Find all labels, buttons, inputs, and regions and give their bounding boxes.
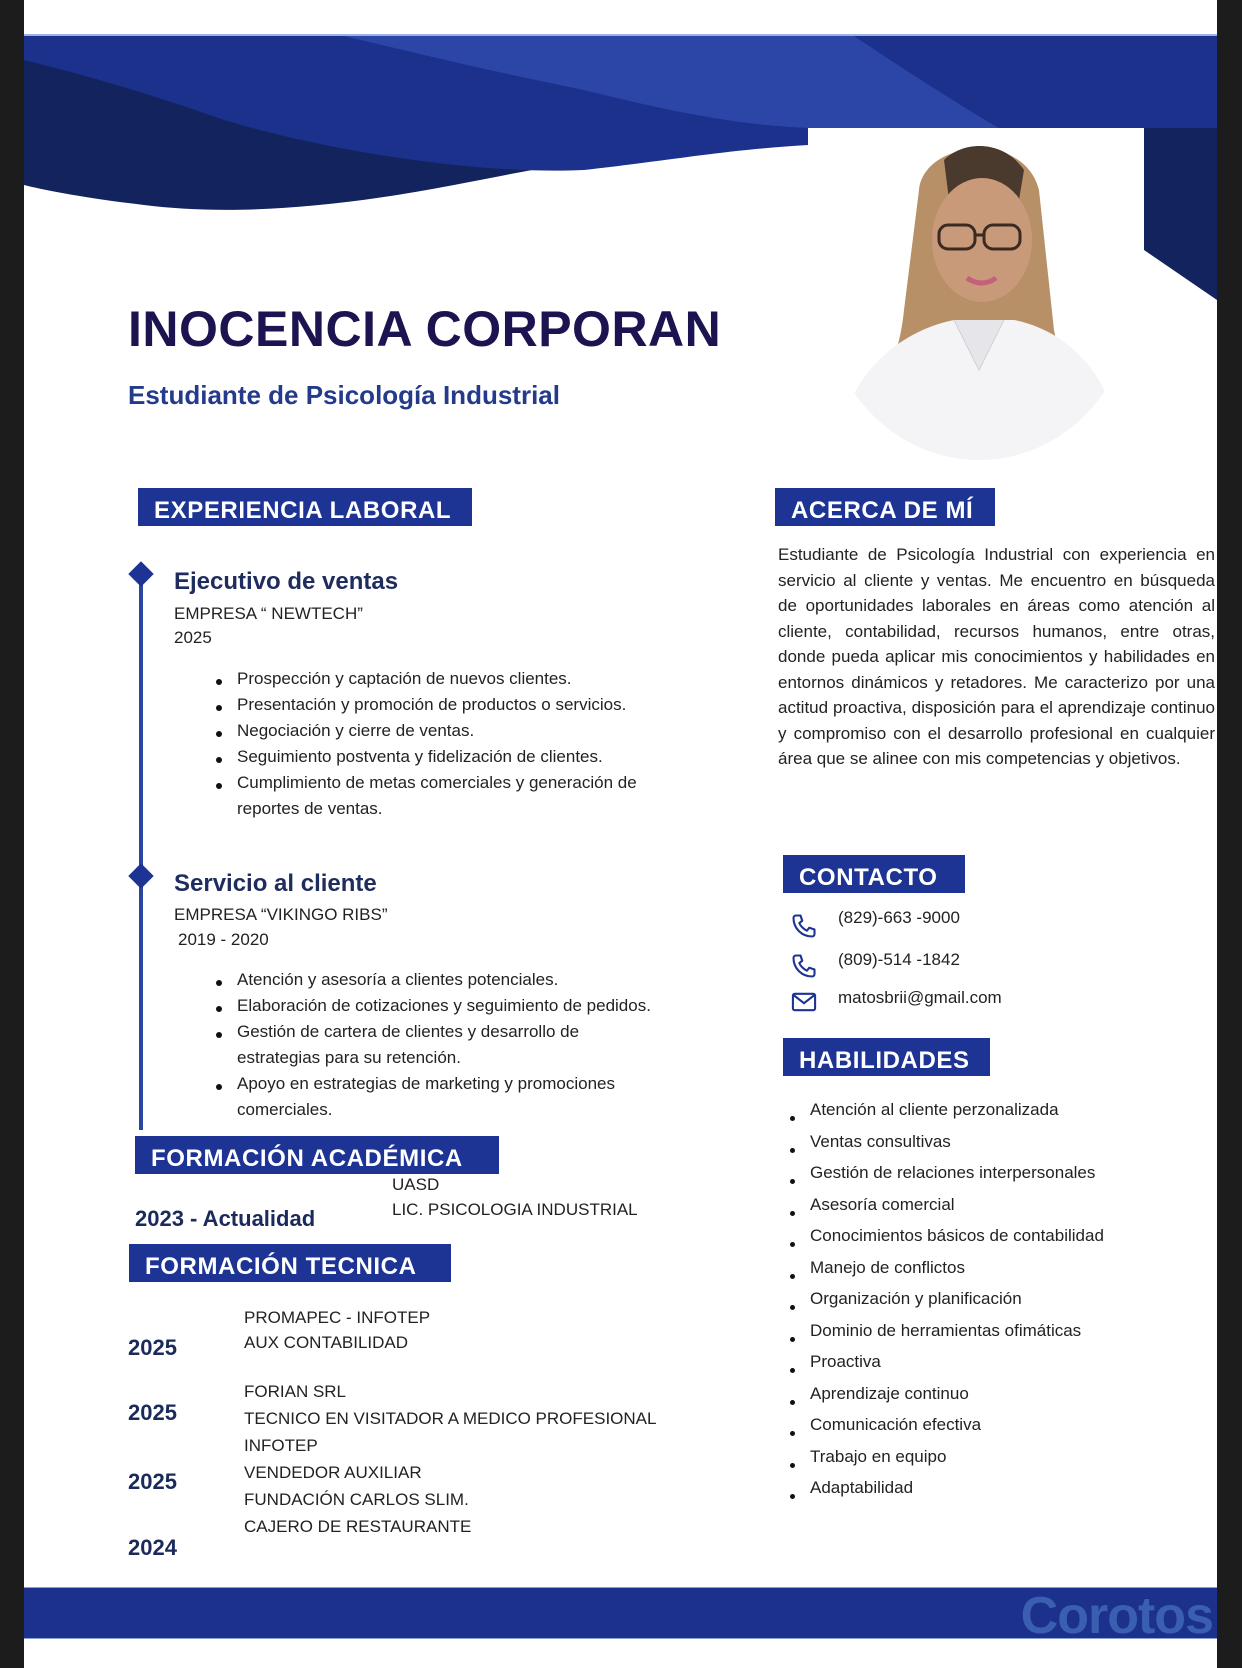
list-item: Prospección y captación de nuevos clientes. [237, 666, 637, 692]
bullet-icon [790, 1211, 795, 1216]
skill-item: Comunicación efectiva [810, 1413, 1104, 1445]
bullet-icon [790, 1400, 795, 1405]
skill-item: Atención al cliente perzonalizada [810, 1098, 1104, 1130]
contact-phone-2 [790, 952, 818, 980]
bullet-icon [790, 1431, 795, 1436]
skill-item: Trabajo en equipo [810, 1445, 1104, 1477]
phone-icon [790, 952, 818, 980]
contact-phone-text[interactable]: (809)-514 -1842 [838, 950, 960, 969]
academic-degree: LIC. PSICOLOGIA INDUSTRIAL [392, 1200, 638, 1219]
bullet-icon [216, 980, 222, 986]
skill-item: Gestión de relaciones interpersonales [810, 1161, 1104, 1193]
resume-page [24, 0, 1217, 1668]
bullet-icon [216, 757, 222, 763]
academic-period: 2023 - Actualidad [135, 1206, 316, 1231]
technical-line: FUNDACIÓN CARLOS SLIM. [244, 1490, 469, 1509]
bullet-icon [790, 1337, 795, 1342]
list-item: Gestión de cartera de clientes y desarrollo de [237, 1019, 651, 1045]
skill-item: Dominio de herramientas ofimáticas [810, 1319, 1104, 1351]
bullet-icon [216, 1084, 222, 1090]
section-heading-about: ACERCA DE MÍ [775, 488, 995, 526]
bullet-icon [790, 1148, 795, 1153]
bullet-icon [790, 1305, 795, 1310]
technical-year: 2025 [128, 1400, 177, 1425]
bullet-icon [790, 1116, 795, 1121]
technical-line: FORIAN SRL [244, 1382, 347, 1401]
skill-item: Organización y planificación [810, 1287, 1104, 1319]
bullet-icon [216, 679, 222, 685]
section-heading-academic: FORMACIÓN ACADÉMICA [135, 1136, 499, 1174]
candidate-name: INOCENCIA CORPORAN [128, 301, 722, 357]
contact-email-text[interactable]: matosbrii@gmail.com [838, 988, 1002, 1007]
bullet-icon [790, 1242, 795, 1247]
bullet-icon [216, 731, 222, 737]
section-heading-experience: EXPERIENCIA LABORAL [138, 488, 472, 526]
job-period: 2025 [174, 628, 212, 647]
list-item: Elaboración de cotizaciones y seguimiento de pedidos. [237, 993, 651, 1019]
skill-item: Asesoría comercial [810, 1193, 1104, 1225]
technical-line: AUX CONTABILIDAD [244, 1333, 409, 1352]
about-text: Estudiante de Psicología Industrial con experiencia en servicio al cliente y ventas. Me encuentro en búsqueda de oportunidades laborales en áreas como atención al cliente, contabilidad, recursos humanos, entre otras, donde pueda aplicar mis conocimientos y habilidades en entornos dinámicos y retadores. Me caracterizo por una actitud proactiva, disposición para el aprendizaje continuo y compromiso con el desarrollo profesional en cualquier área que se alinee con mis competencias y objetivos. [778, 545, 1215, 768]
list-item: Presentación y promoción de productos o servicios. [237, 692, 637, 718]
bullet-icon [790, 1179, 795, 1184]
skill-item: Ventas consultivas [810, 1130, 1104, 1162]
technical-year: 2025 [128, 1469, 177, 1494]
job-period: 2019 - 2020 [178, 930, 269, 949]
timeline-diamond-icon [128, 561, 153, 586]
bullet-icon [216, 705, 222, 711]
technical-line: TECNICO EN VISITADOR A MEDICO PROFESIONAL [244, 1409, 657, 1428]
job-duties-list [237, 967, 651, 1123]
skills-list [810, 1098, 1104, 1508]
skill-item: Proactiva [810, 1350, 1104, 1382]
list-item-continuation: reportes de ventas. [237, 799, 383, 818]
bullet-icon [790, 1494, 795, 1499]
academic-institution: UASD [392, 1175, 440, 1194]
watermark-logo: Corotos [1020, 1587, 1213, 1645]
bullet-icon [216, 1032, 222, 1038]
skill-item: Adaptabilidad [810, 1476, 1104, 1508]
contact-phone-text[interactable]: (829)-663 -9000 [838, 908, 960, 927]
footer-bar [24, 1587, 1217, 1645]
section-heading-technical: FORMACIÓN TECNICA [129, 1244, 451, 1282]
timeline-diamond-icon [128, 863, 153, 888]
bullet-icon [790, 1274, 795, 1279]
profile-photo [824, 130, 1134, 460]
candidate-subtitle: Estudiante de Psicología Industrial [128, 380, 560, 410]
list-item: Atención y asesoría a clientes potenciales. [237, 967, 651, 993]
list-item: Seguimiento postventa y fidelización de clientes. [237, 744, 637, 770]
contact-phone-1 [790, 912, 818, 940]
timeline-line [139, 575, 143, 1130]
skill-item: Conocimientos básicos de contabilidad [810, 1224, 1104, 1256]
list-item: Negociación y cierre de ventas. [237, 718, 637, 744]
bullet-icon [790, 1463, 795, 1468]
technical-line: CAJERO DE RESTAURANTE [244, 1517, 472, 1536]
list-item-continuation: comerciales. [237, 1100, 333, 1119]
technical-line: VENDEDOR AUXILIAR [244, 1463, 422, 1482]
section-heading-skills: HABILIDADES [783, 1038, 990, 1076]
contact-email [790, 988, 818, 1016]
job-company: EMPRESA “ NEWTECH” [174, 604, 363, 623]
skill-item: Aprendizaje continuo [810, 1382, 1104, 1414]
job-title: Ejecutivo de ventas [174, 568, 399, 595]
bullet-icon [790, 1368, 795, 1373]
list-item: Apoyo en estrategias de marketing y promociones [237, 1071, 651, 1097]
bullet-icon [216, 1006, 222, 1012]
section-heading-contact: CONTACTO [783, 855, 965, 893]
job-duties-list [237, 666, 637, 822]
list-item-continuation: estrategias para su retención. [237, 1048, 461, 1067]
technical-line: INFOTEP [244, 1436, 318, 1455]
list-item: Cumplimiento de metas comerciales y generación de [237, 770, 637, 796]
job-title: Servicio al cliente [174, 870, 377, 897]
technical-line: PROMAPEC - INFOTEP [244, 1308, 431, 1327]
technical-year: 2025 [128, 1335, 177, 1360]
mail-icon [790, 988, 818, 1016]
technical-year: 2024 [128, 1535, 177, 1560]
bullet-icon [216, 783, 222, 789]
job-company: EMPRESA “VIKINGO RIBS” [174, 905, 388, 924]
skill-item: Manejo de conflictos [810, 1256, 1104, 1288]
phone-icon [790, 912, 818, 940]
